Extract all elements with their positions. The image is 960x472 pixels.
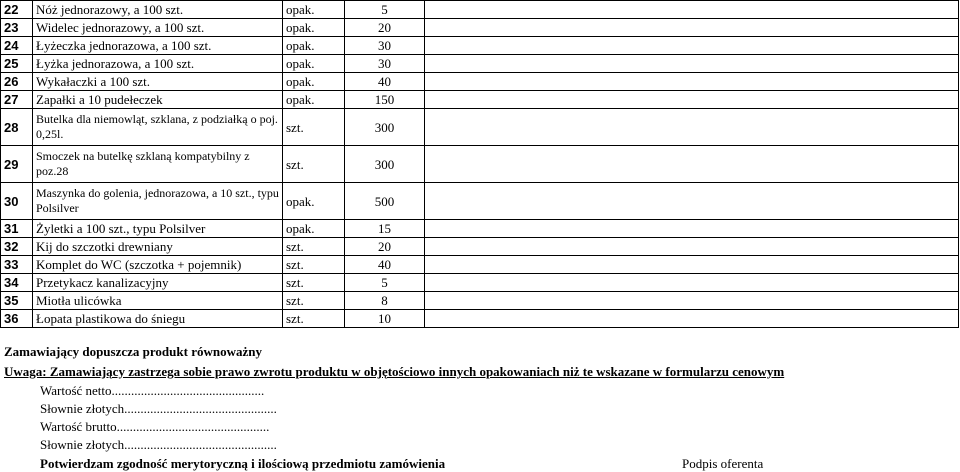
item-price-cell xyxy=(425,310,959,328)
item-unit: opak. xyxy=(283,91,345,109)
item-quantity: 40 xyxy=(345,256,425,274)
confirmation-text: Potwierdzam zgodność merytoryczną i ilościową przedmiotu zamówienia xyxy=(40,456,446,471)
item-unit: opak. xyxy=(283,73,345,91)
item-name: Łyżka jednorazowa, a 100 szt. xyxy=(33,55,283,73)
equivalent-note: Zamawiający dopuszcza produkt równoważny xyxy=(4,344,262,359)
table-row xyxy=(1,73,959,91)
item-quantity: 10 xyxy=(345,310,425,328)
table-row xyxy=(1,256,959,274)
row-number: 25 xyxy=(1,55,33,73)
item-name: Łyżeczka jednorazowa, a 100 szt. xyxy=(33,37,283,55)
table-row xyxy=(1,55,959,73)
item-price-cell xyxy=(425,274,959,292)
items-table-body xyxy=(1,1,959,328)
gross-value-line: Wartość brutto............................................... xyxy=(40,419,270,434)
item-quantity: 30 xyxy=(345,55,425,73)
item-price-cell xyxy=(425,109,959,146)
row-number: 29 xyxy=(1,146,33,183)
item-unit: opak. xyxy=(283,37,345,55)
row-number: 27 xyxy=(1,91,33,109)
table-row xyxy=(1,1,959,19)
item-unit: szt. xyxy=(283,292,345,310)
row-number: 30 xyxy=(1,183,33,220)
item-name: Kij do szczotki drewniany xyxy=(33,238,283,256)
table-row xyxy=(1,220,959,238)
item-quantity: 15 xyxy=(345,220,425,238)
item-quantity: 8 xyxy=(345,292,425,310)
item-price-cell xyxy=(425,183,959,220)
item-quantity: 30 xyxy=(345,37,425,55)
gross-words-line: Słownie złotych............................................... xyxy=(40,437,277,452)
item-unit: opak. xyxy=(283,19,345,37)
item-price-cell xyxy=(425,55,959,73)
table-row xyxy=(1,310,959,328)
item-name: Wykałaczki a 100 szt. xyxy=(33,73,283,91)
table-row xyxy=(1,37,959,55)
item-quantity: 40 xyxy=(345,73,425,91)
item-unit: szt. xyxy=(283,310,345,328)
row-number: 32 xyxy=(1,238,33,256)
row-number: 33 xyxy=(1,256,33,274)
item-unit: szt. xyxy=(283,146,345,183)
item-price-cell xyxy=(425,238,959,256)
item-unit: opak. xyxy=(283,1,345,19)
item-price-cell xyxy=(425,292,959,310)
row-number: 34 xyxy=(1,274,33,292)
item-price-cell xyxy=(425,73,959,91)
item-unit: szt. xyxy=(283,274,345,292)
item-name: Łopata plastikowa do śniegu xyxy=(33,310,283,328)
row-number: 28 xyxy=(1,109,33,146)
item-name: Miotła ulicówka xyxy=(33,292,283,310)
item-price-cell xyxy=(425,91,959,109)
table-row xyxy=(1,183,959,220)
item-price-cell xyxy=(425,37,959,55)
item-quantity: 300 xyxy=(345,146,425,183)
item-unit: szt. xyxy=(283,256,345,274)
item-name: Nóż jednorazowy, a 100 szt. xyxy=(33,1,283,19)
item-quantity: 5 xyxy=(345,1,425,19)
item-price-cell xyxy=(425,19,959,37)
item-name: Zapałki a 10 pudełeczek xyxy=(33,91,283,109)
item-name: Żyletki a 100 szt., typu Polsilver xyxy=(33,220,283,238)
table-row xyxy=(1,146,959,183)
item-unit: szt. xyxy=(283,109,345,146)
table-row xyxy=(1,274,959,292)
signature-label: Podpis oferenta xyxy=(682,456,764,471)
item-price-cell xyxy=(425,256,959,274)
item-quantity: 20 xyxy=(345,238,425,256)
table-row xyxy=(1,91,959,109)
net-value-line: Wartość netto............................................... xyxy=(40,383,265,398)
item-name: Widelec jednorazowy, a 100 szt. xyxy=(33,19,283,37)
table-row xyxy=(1,19,959,37)
item-name: Smoczek na butelkę szklaną kompatybilny z poz.28 xyxy=(33,146,283,183)
item-name: Butelka dla niemowląt, szklana, z podziałką o poj. 0,25l. xyxy=(33,109,283,146)
row-number: 26 xyxy=(1,73,33,91)
row-number: 24 xyxy=(1,37,33,55)
item-quantity: 150 xyxy=(345,91,425,109)
table-row xyxy=(1,109,959,146)
item-unit: opak. xyxy=(283,220,345,238)
item-price-cell xyxy=(425,146,959,183)
item-price-cell xyxy=(425,220,959,238)
table-row xyxy=(1,292,959,310)
table-row xyxy=(1,238,959,256)
row-number: 22 xyxy=(1,1,33,19)
item-name: Komplet do WC (szczotka + pojemnik) xyxy=(33,256,283,274)
item-quantity: 500 xyxy=(345,183,425,220)
row-number: 31 xyxy=(1,220,33,238)
item-name: Przetykacz kanalizacyjny xyxy=(33,274,283,292)
item-unit: szt. xyxy=(283,238,345,256)
item-unit: opak. xyxy=(283,183,345,220)
row-number: 23 xyxy=(1,19,33,37)
row-number: 35 xyxy=(1,292,33,310)
remark-note: Uwaga: Zamawiający zastrzega sobie prawo zwrotu produktu w objętościowo innych opakowaniach niż te wskazane w formularzu cenowym xyxy=(4,364,785,379)
item-unit: opak. xyxy=(283,55,345,73)
item-name: Maszynka do golenia, jednorazowa, a 10 szt., typu Polsilver xyxy=(33,183,283,220)
item-quantity: 20 xyxy=(345,19,425,37)
item-quantity: 300 xyxy=(345,109,425,146)
item-price-cell xyxy=(425,1,959,19)
row-number: 36 xyxy=(1,310,33,328)
item-quantity: 5 xyxy=(345,274,425,292)
net-words-line: Słownie złotych............................................... xyxy=(40,401,277,416)
